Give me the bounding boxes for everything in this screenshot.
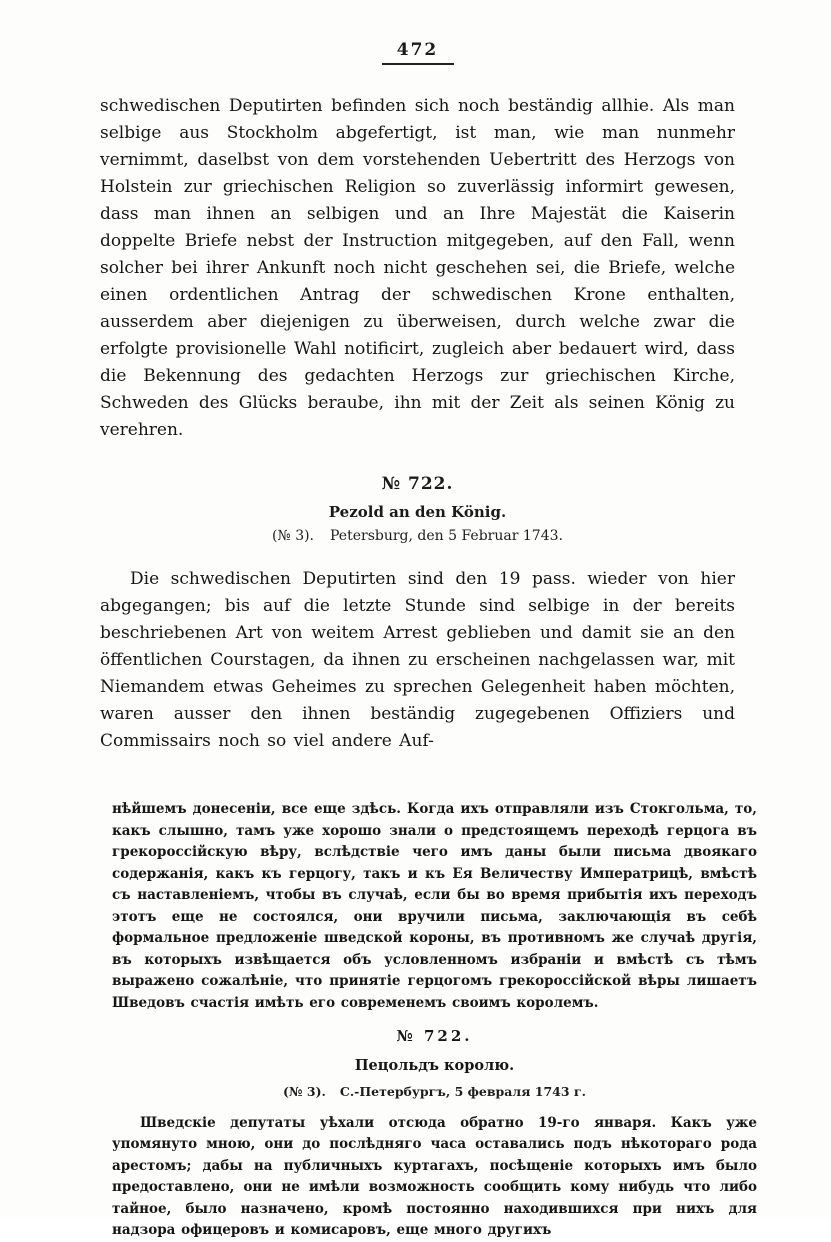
- footnote-section: [112, 799, 757, 1242]
- page-body: [100, 93, 757, 1242]
- german-doc-heading: [100, 474, 735, 544]
- russian-paragraph: Шведскіе депутаты уѣхали отсюда обратно 19-го января. Какъ уже упомянуто мною, они до послѣдняго часа оставались подъ нѣкотораго рода арестомъ; дабы на публичныхъ куртагахъ, посѣщеніе которыхъ имъ было предоставлено, они не имѣли возможность сообщить кому нибудь что либо тайное, было назначено, кромѣ постоянно находившихся при нихъ для надзора офицеровъ и комисаровъ, еще много другихъ: [112, 1114, 757, 1238]
- page-header: [100, 40, 735, 65]
- german-paragraph: Die schwedischen Deputirten sind den 19 pass. wieder von hier abgegangen; bis auf die letzte Stunde sind selbige in der bereits beschriebenen Art von weitem Arrest geblieben und damit sie an den öffentlichen Courstagen, da ihnen zu erscheinen nachgelassen war, mit Niemandem etwas Geheimes zu sprechen Gelegenheit haben möchten, waren ausser den ihnen beständig zugegebenen Offiziers und Commissairs noch so viel andere Auf-: [100, 569, 735, 751]
- russian-doc-place-date: С.-Петербургъ, 5 февраля 1743 г.: [339, 1084, 586, 1099]
- german-doc-ref: (№ 3).: [272, 528, 315, 544]
- russian-doc-title: Пецольдъ королю.: [354, 1056, 515, 1074]
- russian-doc-number: № 722.: [396, 1027, 473, 1045]
- german-doc-number: № 722.: [381, 474, 454, 494]
- page-number: 472: [396, 40, 439, 60]
- russian-doc-ref: (№ 3).: [283, 1084, 326, 1099]
- german-continuation-paragraph: schwedischen Deputirten befinden sich noch beständig allhie. Als man selbige aus Stockholm abgefertigt, ist man, wie man nunmehr vernimmt, daselbst von dem vorstehenden Uebertritt des Herzogs von Holstein zur griechischen Religion so zuverlässig informirt gewesen, dass man ihnen an selbigen und an Ihre Majestät die Kaiserin doppelte Briefe nebst der Instruction mitgegeben, auf den Fall, wenn solcher bei ihrer Ankunft noch nicht geschehen sei, die Briefe, welche einen ordentlichen Antrag der schwedischen Krone enthalten, ausserdem aber diejenigen zu überweisen, durch welche zwar die erfolgte provisionelle Wahl notificirt, zugleich aber bedauert wird, dass die Bekennung des gedachten Herzogs zur griechischen Kirche, Schweden des Glücks beraube, ihn mit der Zeit als seinen König zu verehren.: [100, 96, 735, 440]
- russian-doc-meta: [112, 1081, 757, 1103]
- footnote-continuation-paragraph: нѣйшемъ донесеніи, все еще здѣсь. Когда ихъ отправляли изъ Стокгольма, то, какъ слышно, тамъ уже хорошо знали о предстоящемъ переходѣ герцога въ грекороссійскую вѣру, вслѣдствіе чего имъ даны были письма двоякаго содержанія, какъ къ герцогу, такъ и къ Ея Величеству Императрицѣ, вмѣстѣ съ наставленіемъ, чтобы въ случаѣ, если бы во время прибытія ихъ переходъ этотъ еще не состоялся, они вручили письма, заключающія въ себѣ формальное предложеніе шведской короны, въ противномъ же случаѣ другія, въ которыхъ извѣщается объ условленномъ избраніи и вмѣстѣ съ тѣмъ выражено сожалѣніе, что принятіе герцогомъ грекороссійской вѣры лишаетъ Шведовъ счастія имѣть его современемъ своимъ королемъ.: [112, 801, 757, 1011]
- russian-doc-heading: [112, 1026, 757, 1103]
- german-doc-meta: [100, 528, 735, 544]
- german-doc-title: Pezold an den König.: [328, 503, 507, 521]
- german-doc-place-date: Petersburg, den 5 Februar 1743.: [330, 528, 563, 544]
- page-number-rule: [382, 63, 454, 65]
